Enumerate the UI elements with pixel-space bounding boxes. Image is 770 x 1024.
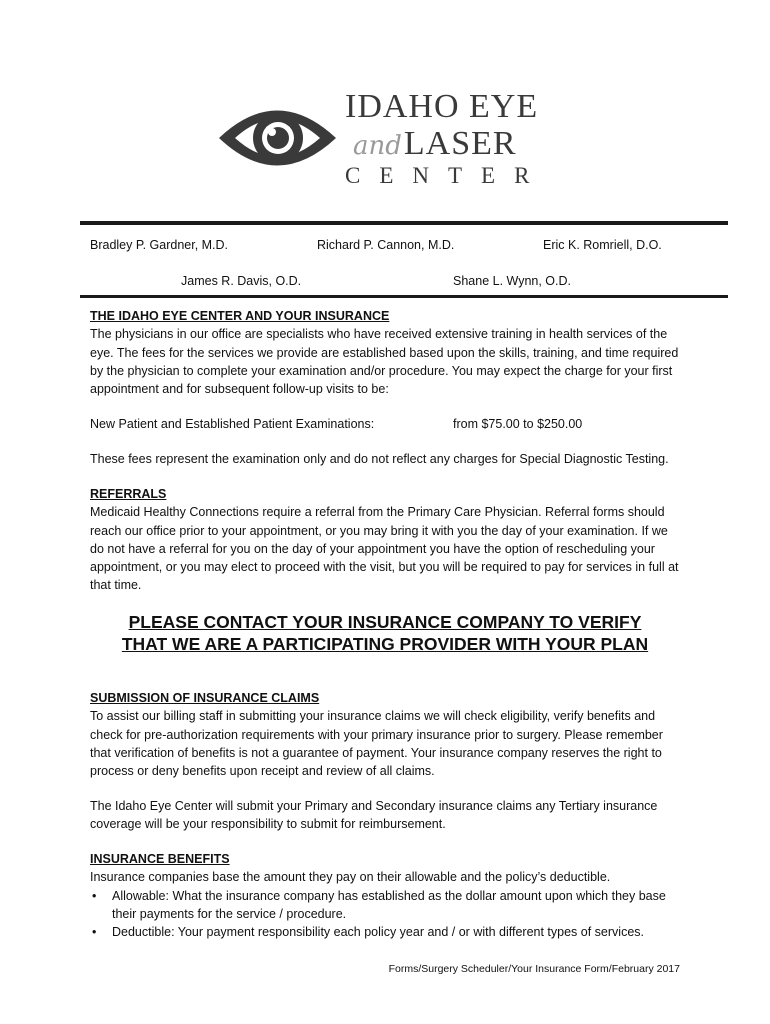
verify-provider-callout — [80, 611, 690, 655]
claims-section — [90, 689, 690, 780]
list-item — [90, 923, 690, 941]
paragraph-line: appointment, or you may elect to proceed with the visit, but you will be required to pay for services in full at — [90, 560, 679, 575]
benefits-list — [90, 887, 690, 942]
logo-and: and — [353, 131, 402, 161]
section-heading: THE IDAHO EYE CENTER AND YOUR INSURANCE — [90, 309, 390, 323]
paragraph-line: that verification of benefits is not a guarantee of payment. Your insurance company reserves the right to — [90, 745, 662, 760]
header-rule-top — [80, 221, 728, 225]
paragraph-line: coverage will be your responsibility to submit for reimbursement. — [90, 817, 446, 832]
logo-line-3: CENTER — [345, 163, 549, 188]
callout-line: THAT WE ARE A PARTICIPATING PROVIDER WITH YOUR PLAN — [121, 634, 649, 654]
fee-value: from $75.00 to $250.00 — [453, 417, 583, 431]
callout-line: PLEASE CONTACT YOUR INSURANCE COMPANY TO VERIFY — [128, 612, 642, 632]
logo-line-1: IDAHO EYE — [345, 88, 539, 125]
paragraph-line: process or deny benefits upon receipt and review of all claims. — [90, 764, 435, 779]
list-item — [90, 887, 690, 924]
physician-name: Eric K. Romriell, D.O. — [543, 238, 662, 252]
fee-label: New Patient and Established Patient Examinations: — [90, 417, 375, 431]
physician-name: Shane L. Wynn, O.D. — [453, 274, 571, 288]
paragraph-line: by the physician to complete your examination and/or procedure. You may expect the charge for your first — [90, 363, 673, 378]
eye-logo-icon — [215, 88, 340, 188]
logo-laser: LASER — [403, 125, 517, 162]
physician-name: James R. Davis, O.D. — [181, 274, 302, 288]
bullet-icon: • — [92, 925, 97, 940]
benefits-section — [90, 850, 690, 941]
section-heading: INSURANCE BENEFITS — [90, 852, 230, 866]
list-item-text: Allowable: What the insurance company has established as the dollar amount upon which they base — [112, 888, 666, 903]
paragraph-line: that time. — [90, 578, 142, 593]
section-heading: REFERRALS — [90, 487, 167, 501]
physician-name: Bradley P. Gardner, M.D. — [90, 238, 229, 252]
referrals-section — [90, 485, 690, 595]
paragraph-line: reach our office prior to your appointment, or you may bring it with you the day of your examination. If we — [90, 523, 668, 538]
paragraph-line: eye. The fees for the services we provide are established based upon the skills, training, and time required — [90, 345, 679, 360]
logo-wordmark — [345, 88, 555, 188]
paragraph-line: To assist our billing staff in submitting your insurance claims we will check eligibility, verify benefits and — [90, 709, 656, 724]
list-item-text: Deductible: Your payment responsibility each policy year and / or with different types of services. — [112, 925, 644, 940]
claims-note — [90, 797, 690, 834]
paragraph-line: Medicaid Healthy Connections require a referral from the Primary Care Physician. Referral forms should — [90, 505, 665, 520]
logo — [215, 88, 555, 188]
section-heading: SUBMISSION OF INSURANCE CLAIMS — [90, 691, 320, 705]
fee-note: These fees represent the examination only and do not reflect any charges for Special Diagnostic Testing. — [90, 452, 669, 466]
header-rule-bottom — [80, 295, 728, 298]
paragraph-line: The physicians in our office are specialists who have received extensive training in health services of the — [90, 327, 668, 342]
footer-text: Forms/Surgery Scheduler/Your Insurance Form/February 2017 — [388, 963, 680, 975]
paragraph-line: check for pre-authorization requirements with your primary insurance prior to surgery. Please remember — [90, 727, 663, 742]
paragraph-line: Insurance companies base the amount they pay on their allowable and the policy’s deductible. — [90, 870, 611, 885]
insurance-section — [90, 307, 690, 398]
paragraph-line: appointment and for subsequent follow-up visits to be: — [90, 382, 389, 397]
paragraph-line: do not have a referral for you on the day of your appointment you have the option of rescheduling your — [90, 541, 655, 556]
physician-name: Richard P. Cannon, M.D. — [317, 238, 455, 252]
bullet-icon: • — [92, 888, 97, 903]
list-item-text: their payments for the service / procedure. — [112, 906, 347, 921]
paragraph-line: The Idaho Eye Center will submit your Primary and Secondary insurance claims any Tertiary insurance — [90, 799, 658, 813]
